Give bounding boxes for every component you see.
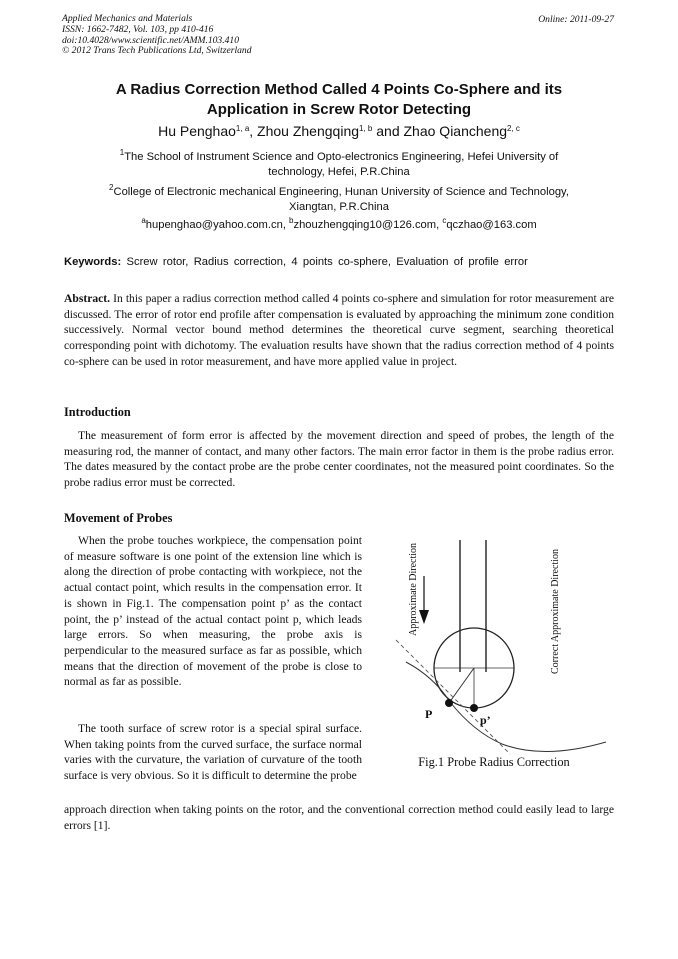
- journal-issn: ISSN: 1662-7482, Vol. 103, pp 410-416: [62, 23, 214, 35]
- introduction-text: The measurement of form error is affected by the movement direction and speed of probes, the length of the measuring rod, the manner of contact, and many other factors. The main error factor in them is the probe radius error. The dates measured by the contact probe are the probe center coordinates, not the measured point coordinates. So the probe radius error must be corrected.: [64, 429, 614, 490]
- email-c: qczhao@163.com: [446, 219, 537, 231]
- email-a: hupenghao@yahoo.com.cn: [145, 219, 283, 231]
- movement-paragraph-2-full: approach direction when taking points on the rotor, and the conventional correction method could easily lead to large errors [1].: [64, 803, 614, 832]
- abstract-text: In this paper a radius correction method called 4 points co-sphere and simulation for rotor measurement are discussed. The error of rotor end profile after compensation is evaluated by approaching the minimum zone condition successively. Normal vector bound method determines the theoretical curve segment, searching theoretical corresponding point with dichotomy. The evaluation results have shown that the radius correction method of 4 points co-sphere can be used in rotor measurement, and have more applied value in project.: [64, 292, 614, 368]
- label-approximate-direction: Approximate Direction: [408, 542, 419, 636]
- movement-paragraph-2-column: The tooth surface of screw rotor is a special spiral surface. When taking points from the curved surface, the surface normal varies with the curvature, the variation of curvature of the tooth surface is very obvious. So it is difficult to determine the probe: [64, 722, 362, 783]
- author-1-sup: 1, a: [235, 124, 250, 133]
- tangent-line: [396, 640, 510, 754]
- abstract-label: Abstract.: [64, 292, 111, 305]
- author-2: Zhou Zhengqing: [257, 123, 360, 139]
- affiliation-2-line-2: Xiangtan, P.R.China: [289, 201, 389, 213]
- author-list: Hu Penghao$^{1, a}$, Zhou Zhengqing$^{1, b}$ and Zhao Qiancheng$^{2, c}$: [158, 123, 520, 139]
- email-b: zhouzhengqing10@126.com: [293, 219, 437, 231]
- journal-name: Applied Mechanics and Materials: [62, 13, 193, 24]
- keywords-label: Keywords:: [64, 256, 122, 268]
- journal-copyright: © 2012 Trans Tech Publications Ltd, Switzerland: [62, 45, 252, 57]
- workpiece-surface: [406, 662, 606, 752]
- title-line-2: Application in Screw Rotor Detecting: [206, 101, 472, 118]
- abstract: [64, 291, 614, 370]
- journal-doi: doi:10.4028/www.scientific.net/AMM.103.410: [62, 34, 240, 46]
- keywords-text: Screw rotor, Radius correction, 4 points co-sphere, Evaluation of profile error: [126, 256, 528, 268]
- affiliation-2-line-1: College of Electronic mechanical Engineering, Hunan University of Science and Technology,: [113, 186, 569, 198]
- author-2-sup: 1, b: [359, 124, 373, 133]
- probe-radius-figure: [374, 532, 614, 757]
- affiliation-1-num: 1: [119, 148, 125, 157]
- ball-radius-line: [449, 668, 474, 703]
- email-a-sup: a: [141, 216, 146, 225]
- label-point-p: P: [425, 707, 433, 721]
- affiliation-1: [80, 150, 598, 180]
- label-point-p-prime: p’: [480, 713, 491, 727]
- keywords: [64, 256, 616, 268]
- affiliation-2-num: 2: [109, 183, 114, 192]
- author-3-sup: 2, c: [507, 124, 520, 133]
- online-date: Online: 2011-09-27: [538, 14, 614, 25]
- author-3: and Zhao Qiancheng: [376, 123, 508, 139]
- movement-paragraph-1: When the probe touches workpiece, the compensation point of measure software is one point of the extension line which is along the direction of probe contacting with workpiece, not the actual contact point, which results in the compensation error. It is shown in Fig.1. The compensation point p’ as the contact point, the p’ instead of the actual contact point p, which leads large errors. So when measuring, the probe axis is perpendicular to the measured surface as far as possible, which means that the direction of movement of the probe is close to normal as far as possible.: [64, 534, 362, 689]
- email-line: $^a$hupenghao@yahoo.com.cn, $^b$zhouzhengqing10@126.com, $^c$qczhao@163.com: [141, 216, 537, 231]
- email-c-sup: c: [442, 216, 447, 225]
- contact-point-p: [445, 699, 453, 707]
- affiliation-2: [80, 185, 598, 215]
- journal-header: [62, 14, 252, 57]
- figure-caption: Fig.1 Probe Radius Correction: [418, 755, 570, 769]
- introduction-heading: Introduction: [64, 405, 131, 419]
- title-line-1: A Radius Correction Method Called 4 Points Co-Sphere and its: [115, 81, 563, 98]
- movement-heading: Movement of Probes: [64, 511, 173, 525]
- author-1: Hu Penghao: [158, 123, 236, 139]
- compensation-point-p-prime: [470, 704, 478, 712]
- affiliation-1-line-2: technology, Hefei, P.R.China: [268, 166, 410, 178]
- affiliation-1-line-1: The School of Instrument Science and Opto-electronics Engineering, Hefei University of: [124, 151, 559, 163]
- label-correct-direction: Correct Approximate Direction: [550, 549, 561, 674]
- paper-title: [60, 80, 618, 120]
- email-b-sup: b: [289, 216, 294, 225]
- approach-arrow-head: [419, 610, 429, 624]
